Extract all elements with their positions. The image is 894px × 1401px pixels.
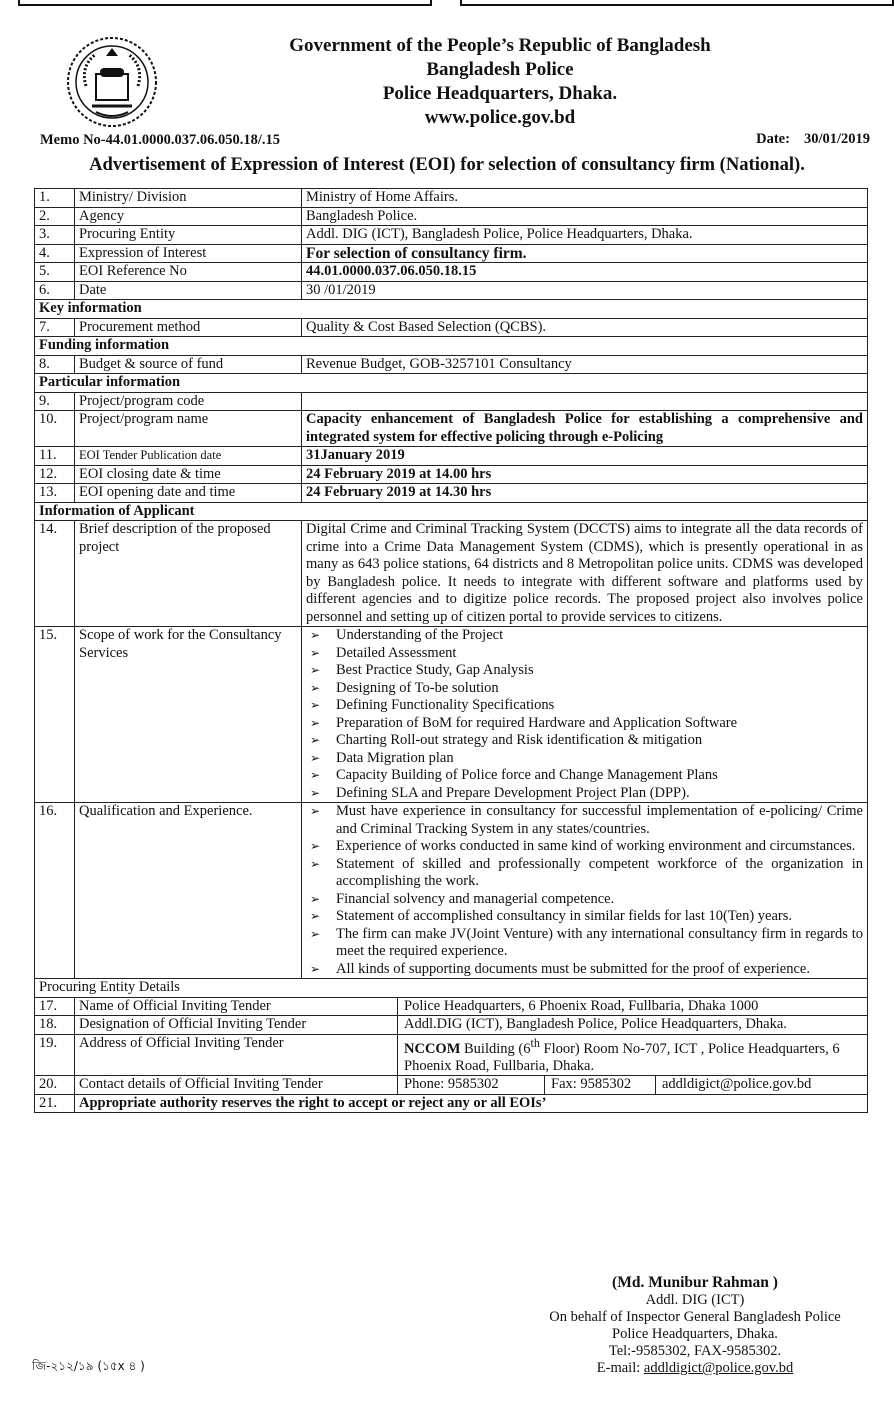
row-value: 24 February 2019 at 14.30 hrs [302, 484, 868, 503]
table-row [35, 411, 868, 447]
list-item: ➢ Preparation of BoM for required Hardware and Application Software [306, 715, 863, 733]
row-label: Agency [75, 207, 302, 226]
letterhead-agency: Bangladesh Police [426, 59, 574, 80]
signatory-behalf: On behalf of Inspector General Bangladesh Police [549, 1309, 841, 1325]
letterhead [200, 34, 800, 130]
row-value [398, 1035, 864, 1076]
list-item: ➢ Understanding of the Project [306, 627, 863, 645]
row-label: Procurement method [75, 318, 302, 337]
row-value [302, 803, 868, 979]
contact-phone: Phone: 9585302 [398, 1076, 545, 1094]
row-value [302, 392, 868, 411]
section-heading-procuring: Procuring Entity Details [35, 979, 868, 998]
scope-list [306, 627, 863, 802]
section-heading-key: Key information [35, 300, 868, 319]
list-item: ➢ Statement of accomplished consultancy in similar fields for last 10(Ten) years. [306, 908, 863, 926]
table-row [35, 997, 868, 1016]
row-value [302, 627, 868, 803]
row-number: 2. [35, 207, 75, 226]
table-row [35, 803, 868, 979]
table-row [35, 521, 868, 627]
signature-block [530, 1274, 860, 1377]
contact-fax: Fax: 9585302 [545, 1076, 656, 1094]
address-part-2: Floor) Room No-707, ICT , Police Headquarters, 6 Phoenix Road, Fullbaria, Dhaka. [404, 1040, 840, 1074]
table-row [35, 627, 868, 803]
row-number: 7. [35, 318, 75, 337]
list-item: ➢ Best Practice Study, Gap Analysis [306, 662, 863, 680]
row-number: 17. [35, 997, 75, 1016]
list-item: ➢ Must have experience in consultancy for successful implementation of e-policing/ Crime and Criminal Tracking System in any states/countries. [306, 803, 863, 838]
row-number: 20. [35, 1076, 75, 1095]
address-part-1: Building (6 [460, 1040, 531, 1057]
table-row [35, 1016, 868, 1035]
row-value: Police Headquarters, 6 Phoenix Road, Fullbaria, Dhaka 1000 [398, 998, 864, 1016]
table-row [35, 1094, 868, 1113]
row-label: EOI closing date & time [75, 465, 302, 484]
row-value: Addl.DIG (ICT), Bangladesh Police, Police Headquarters, Dhaka. [398, 1016, 864, 1034]
list-item: ➢ Statement of skilled and professionally competent workforce of the organization in accomplishing the work. [306, 856, 863, 891]
list-item: ➢ Data Migration plan [306, 750, 863, 768]
list-item: ➢ Experience of works conducted in same kind of working environment and circumstances. [306, 838, 863, 856]
section-row [35, 374, 868, 393]
row-value: 31January 2019 [302, 447, 868, 466]
row-value: Revenue Budget, GOB-3257101 Consultancy [302, 355, 868, 374]
row-label: Expression of Interest [75, 244, 302, 263]
list-item: ➢ All kinds of supporting documents must be submitted for the proof of experience. [306, 961, 863, 979]
row-label: Name of Official Inviting Tender [79, 997, 271, 1014]
row-value: Ministry of Home Affairs. [302, 189, 868, 208]
letterhead-office: Police Headquarters, Dhaka. [382, 83, 618, 104]
list-item: ➢ Financial solvency and managerial competence. [306, 891, 863, 909]
list-item: ➢ Defining Functionality Specifications [306, 697, 863, 715]
row-value: Bangladesh Police. [302, 207, 868, 226]
row-number: 18. [35, 1016, 75, 1035]
table-row [35, 465, 868, 484]
advertisement-title: Advertisement of Expression of Interest (EOI) for selection of consultancy firm (National). [89, 154, 805, 175]
table-row [35, 207, 868, 226]
section-row [35, 300, 868, 319]
row-label: Budget & source of fund [75, 355, 302, 374]
row-value: 30 /01/2019 [302, 281, 868, 300]
list-item: ➢ Capacity Building of Police force and Change Management Plans [306, 767, 863, 785]
section-row [35, 979, 868, 998]
eoi-table [34, 188, 868, 1113]
letterhead-website[interactable]: www.police.gov.bd [424, 107, 576, 128]
section-heading-applicant: Information of Applicant [35, 502, 868, 521]
row-number: 9. [35, 392, 75, 411]
row-number: 13. [35, 484, 75, 503]
row-number: 16. [35, 803, 75, 979]
date-value: 30/01/2019 [803, 131, 870, 147]
row-number: 3. [35, 226, 75, 245]
row-value: Appropriate authority reserves the right to accept or reject any or all EOIs’ [75, 1094, 868, 1113]
row-label: Contact details of Official Inviting Tender [79, 1076, 323, 1093]
row-label: EOI Tender Publication date [75, 447, 302, 466]
table-row [35, 1034, 868, 1076]
signatory-email-line [530, 1360, 860, 1377]
memo-date [756, 131, 870, 148]
list-item: ➢ The firm can make JV(Joint Venture) with any international consultancy firm in regards to meet the required experience. [306, 926, 863, 961]
row-label: Scope of work for the Consultancy Services [75, 627, 302, 803]
signatory-tel: Tel:-9585302, FAX-9585302. [608, 1343, 782, 1359]
table-row [35, 355, 868, 374]
row-number: 15. [35, 627, 75, 803]
table-row [35, 189, 868, 208]
top-edge-box-right [460, 0, 894, 6]
row-label: Date [75, 281, 302, 300]
row-number: 19. [35, 1034, 75, 1076]
row-number: 14. [35, 521, 75, 627]
row-split [75, 1016, 868, 1035]
floor-superscript: th [530, 1035, 540, 1050]
row-number: 21. [35, 1094, 75, 1113]
row-label: Procuring Entity [75, 226, 302, 245]
row-value: For selection of consultancy firm. [302, 244, 868, 263]
list-item: ➢ Defining SLA and Prepare Development Project Plan (DPP). [306, 785, 863, 803]
qualification-list [306, 803, 863, 978]
list-item: ➢ Detailed Assessment [306, 645, 863, 663]
signatory-name: (Md. Munibur Rahman ) [612, 1274, 778, 1291]
row-number: 4. [35, 244, 75, 263]
row-number: 11. [35, 447, 75, 466]
row-number: 6. [35, 281, 75, 300]
date-label: Date: [756, 131, 790, 147]
building-name: NCCOM [404, 1040, 461, 1057]
table-row [35, 318, 868, 337]
email-label: E-mail: [596, 1360, 644, 1376]
top-edge-box-left [18, 0, 432, 6]
table-row [35, 447, 868, 466]
row-number: 1. [35, 189, 75, 208]
row-split [75, 1076, 868, 1095]
bangladesh-police-emblem-icon [66, 36, 158, 128]
row-value: Quality & Cost Based Selection (QCBS). [302, 318, 868, 337]
row-label: EOI Reference No [75, 263, 302, 282]
list-item: ➢ Charting Roll-out strategy and Risk identification & mitigation [306, 732, 863, 750]
signatory-title: Addl. DIG (ICT) [645, 1292, 745, 1308]
row-value: Capacity enhancement of Bangladesh Police for establishing a comprehensive and integrated system for effective policing through e-Policing [302, 411, 868, 447]
signatory-office: Police Headquarters, Dhaka. [612, 1326, 778, 1342]
table-row [35, 1076, 868, 1095]
list-item: ➢ Designing of To-be solution [306, 680, 863, 698]
table-row [35, 484, 868, 503]
row-number: 12. [35, 465, 75, 484]
section-heading-particular: Particular information [35, 374, 868, 393]
table-row [35, 244, 868, 263]
row-label: Address of Official Inviting Tender [79, 1034, 284, 1051]
table-row [35, 281, 868, 300]
row-label: Project/program name [75, 411, 302, 447]
table-row [35, 263, 868, 282]
row-label: Project/program code [75, 392, 302, 411]
row-label: Designation of Official Inviting Tender [79, 1016, 307, 1032]
row-split [75, 1034, 868, 1076]
row-value: 44.01.0000.037.06.050.18.15 [302, 263, 868, 282]
footer-code: জি-২১২/১৯ (১৫x ৪ ) [32, 1359, 145, 1373]
table-row [35, 392, 868, 411]
row-number: 5. [35, 263, 75, 282]
row-split [75, 997, 868, 1016]
section-row [35, 337, 868, 356]
memo-number: Memo No-44.01.0000.037.06.050.18/.15 [40, 132, 281, 148]
section-row [35, 502, 868, 521]
row-number: 8. [35, 355, 75, 374]
row-label: Qualification and Experience. [75, 803, 302, 979]
letterhead-government: Government of the People’s Republic of Bangladesh [289, 35, 711, 56]
row-value: Addl. DIG (ICT), Bangladesh Police, Police Headquarters, Dhaka. [302, 226, 868, 245]
row-number: 10. [35, 411, 75, 447]
contact-email[interactable]: addldigict@police.gov.bd [656, 1076, 864, 1094]
table-row [35, 226, 868, 245]
row-label: Ministry/ Division [75, 189, 302, 208]
section-heading-funding: Funding information [35, 337, 868, 356]
row-value: Digital Crime and Criminal Tracking System (DCCTS) aims to integrate all the data records of crime into a Crime Data Management System (CDMS), which is presently operational in as many as 643 police stations, 64 districts and 8 Metropolitan police units. CDMS was developed by Bangladesh police. It needs to integrate with different software and platforms used by different agencies and to digitize police records. The proposed project also involves police personnel and setting up of citizen portal to provide services to citizens. [302, 521, 868, 627]
row-label: EOI opening date and time [75, 484, 302, 503]
signatory-email[interactable]: addldigict@police.gov.bd [643, 1360, 794, 1376]
row-value: 24 February 2019 at 14.00 hrs [302, 465, 868, 484]
row-label: Brief description of the proposed project [75, 521, 302, 627]
